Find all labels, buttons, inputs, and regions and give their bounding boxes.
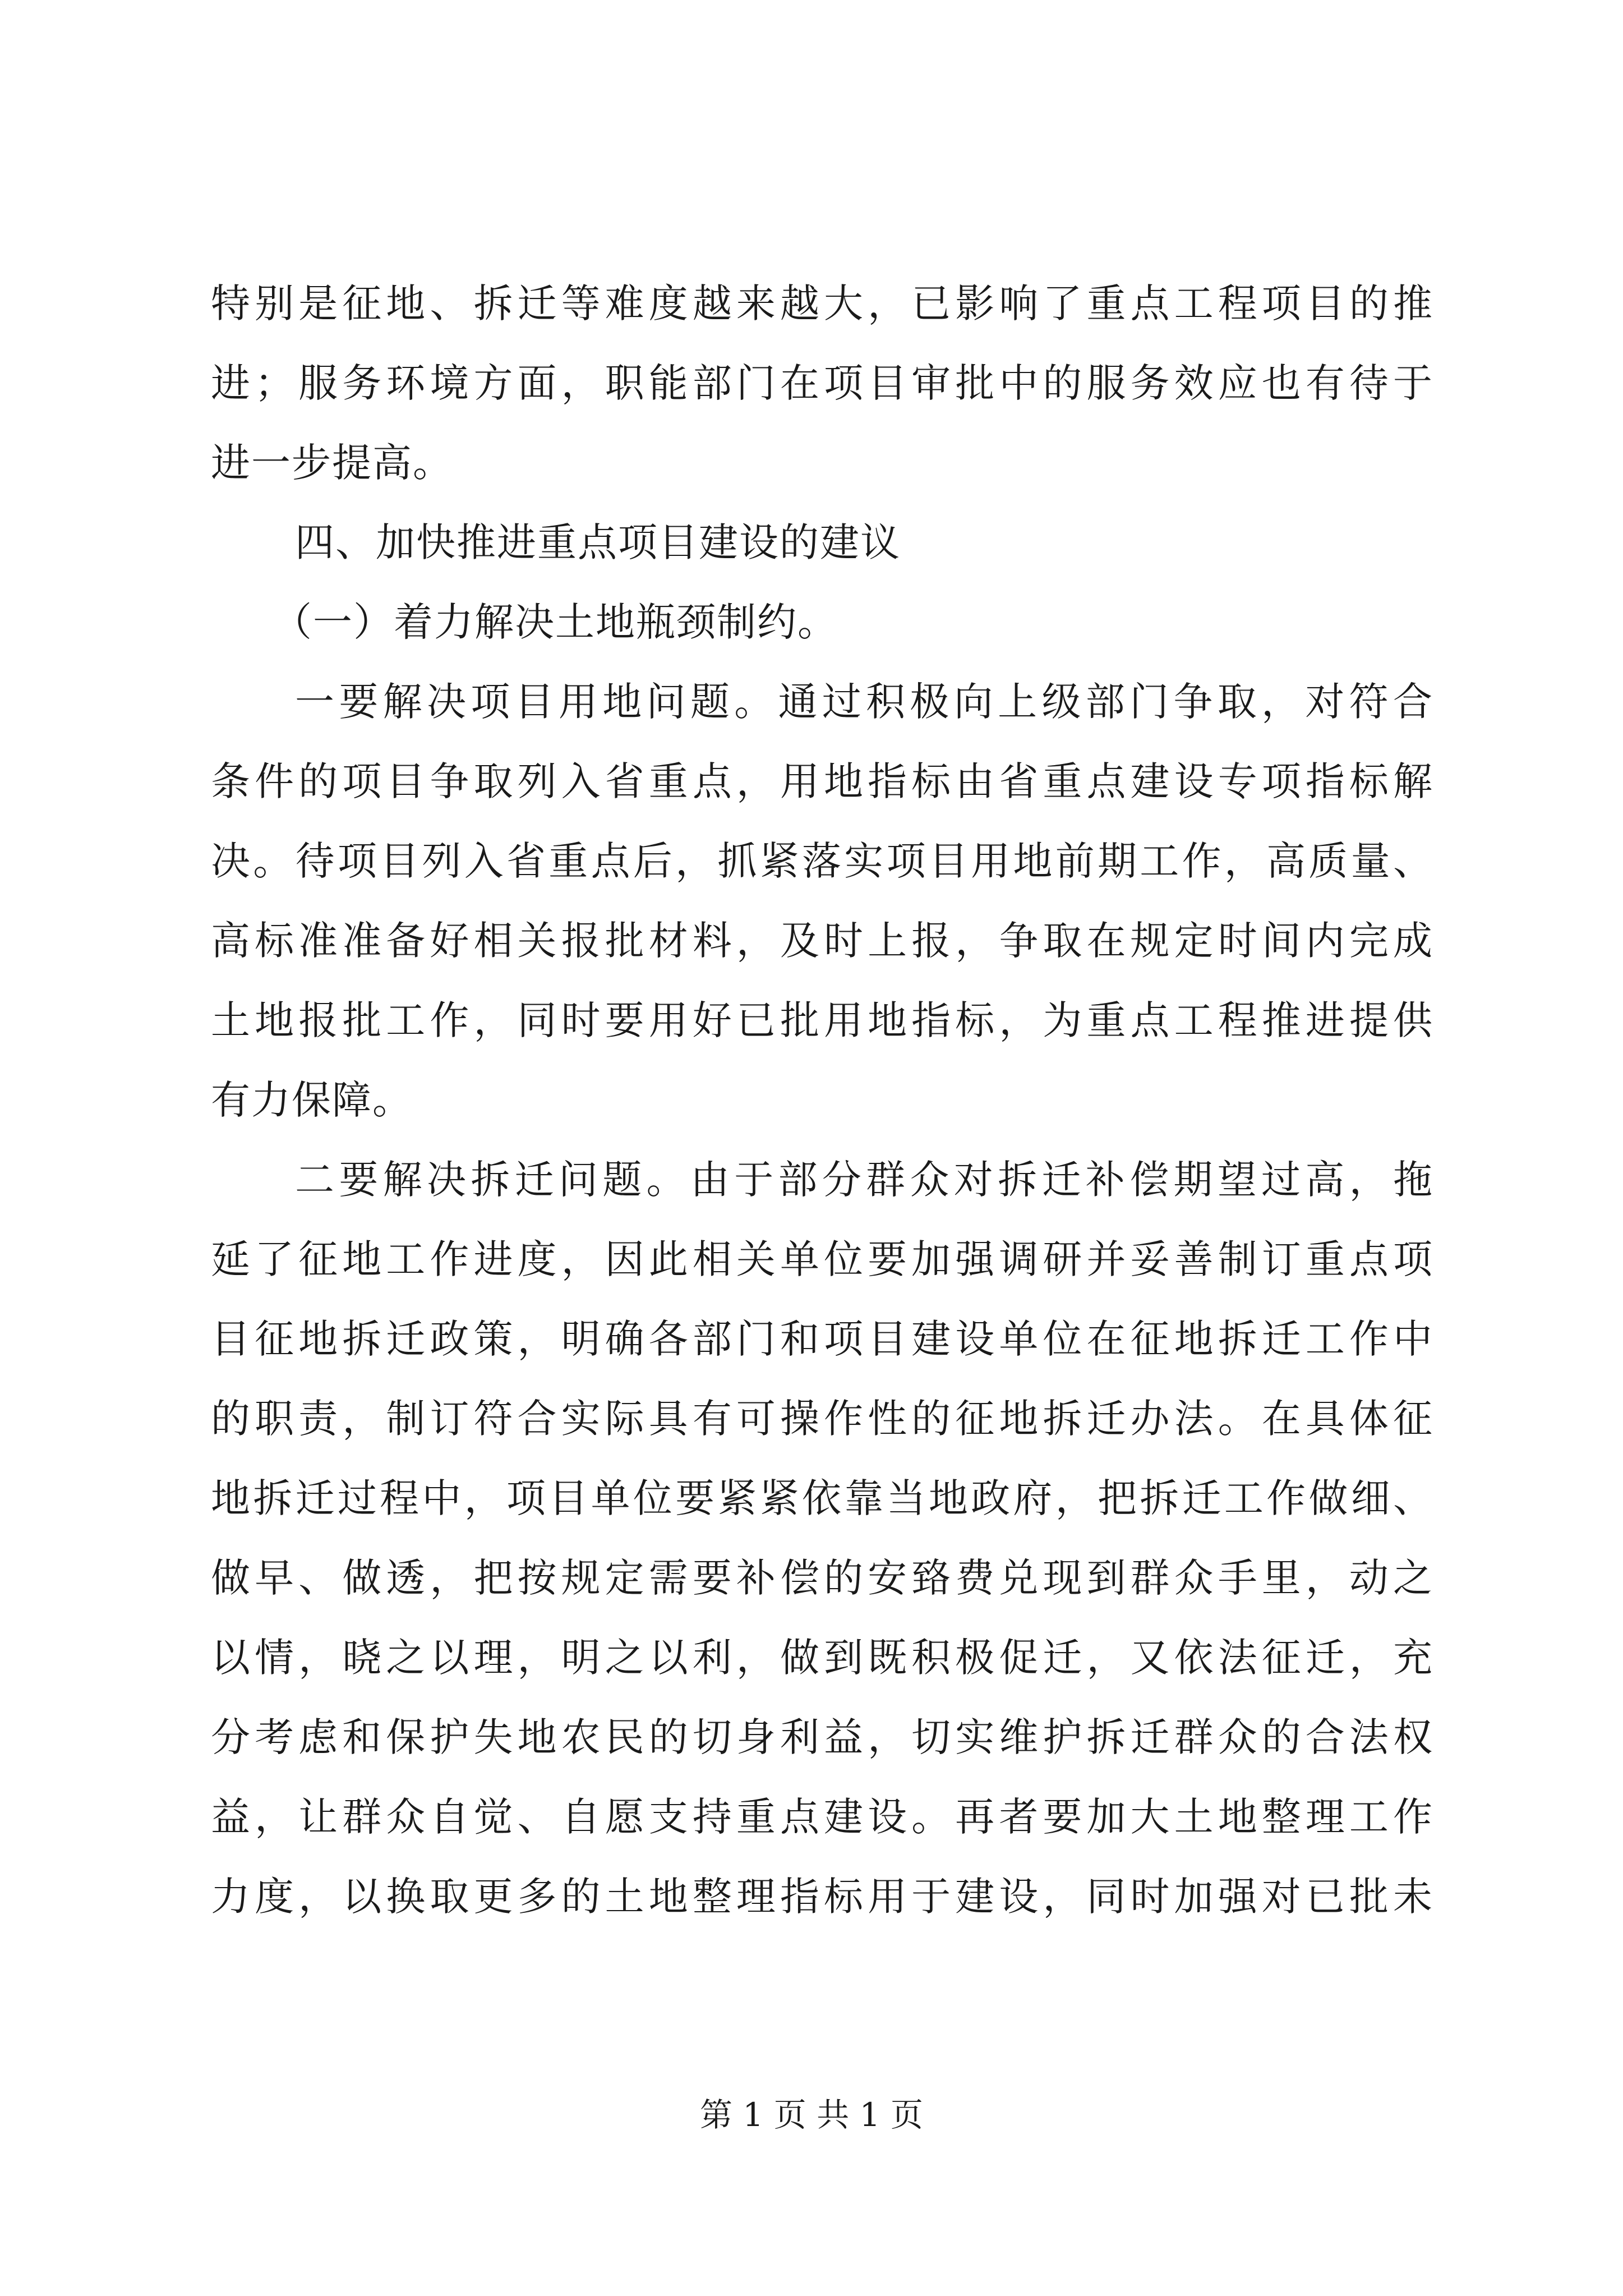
- body-line-18: 以情，晓之以理，明之以利，做到既积极促迁，又依法征迁，充: [211, 1635, 1433, 1681]
- body-line-9: 高标准准备好相关报批材料，及时上报，争取在规定时间内完成: [211, 918, 1433, 964]
- page-number-label: 第 1 页 共 1 页: [700, 2096, 923, 2134]
- body-line-11: 有力保障。: [211, 1077, 413, 1123]
- section-heading: 四、加快推进重点项目建设的建议: [295, 519, 901, 565]
- body-line-8: 决。待项目列入省重点后，抓紧落实项目用地前期工作，高质量、: [211, 838, 1433, 884]
- body-line-1: 特别是征地、拆迁等难度越来越大，已影响了重点工程项目的推: [211, 280, 1433, 326]
- body-line-20: 益，让群众自觉、自愿支持重点建设。再者要加大土地整理工作: [211, 1794, 1433, 1840]
- subsection-heading: （一）着力解决土地瓶颈制约。: [273, 599, 838, 645]
- body-line-10: 土地报批工作，同时要用好已批用地指标，为重点工程推进提供: [211, 997, 1433, 1043]
- body-line-21: 力度，以换取更多的土地整理指标用于建设，同时加强对已批未: [211, 1874, 1433, 1920]
- body-line-2: 进；服务环境方面，职能部门在项目审批中的服务效应也有待于: [211, 360, 1433, 406]
- body-line-17: 做早、做透，把按规定需要补偿的安臵费兑现到群众手里，动之: [211, 1555, 1433, 1601]
- body-line-7: 条件的项目争取列入省重点，用地指标由省重点建设专项指标解: [211, 758, 1433, 804]
- body-line-13: 延了征地工作进度，因此相关单位要加强调研并妥善制订重点项: [211, 1236, 1433, 1282]
- body-line-19: 分考虑和保护失地农民的切身利益，切实维护拆迁群众的合法权: [211, 1714, 1433, 1760]
- body-line-14: 目征地拆迁政策，明确各部门和项目建设单位在征地拆迁工作中: [211, 1316, 1433, 1362]
- body-line-16: 地拆迁过程中，项目单位要紧紧依靠当地政府，把拆迁工作做细、: [211, 1475, 1433, 1521]
- document-body: [211, 264, 1433, 1936]
- body-line-3: 进一步提高。: [211, 440, 453, 486]
- body-line-12: 二要解决拆迁问题。由于部分群众对拆迁补偿期望过高，拖: [295, 1157, 1433, 1203]
- body-line-15: 的职责，制订符合实际具有可操作性的征地拆迁办法。在具体征: [211, 1396, 1433, 1442]
- page-footer: [0, 2092, 1623, 2137]
- body-line-6: 一要解决项目用地问题。通过积极向上级部门争取，对符合: [295, 679, 1433, 725]
